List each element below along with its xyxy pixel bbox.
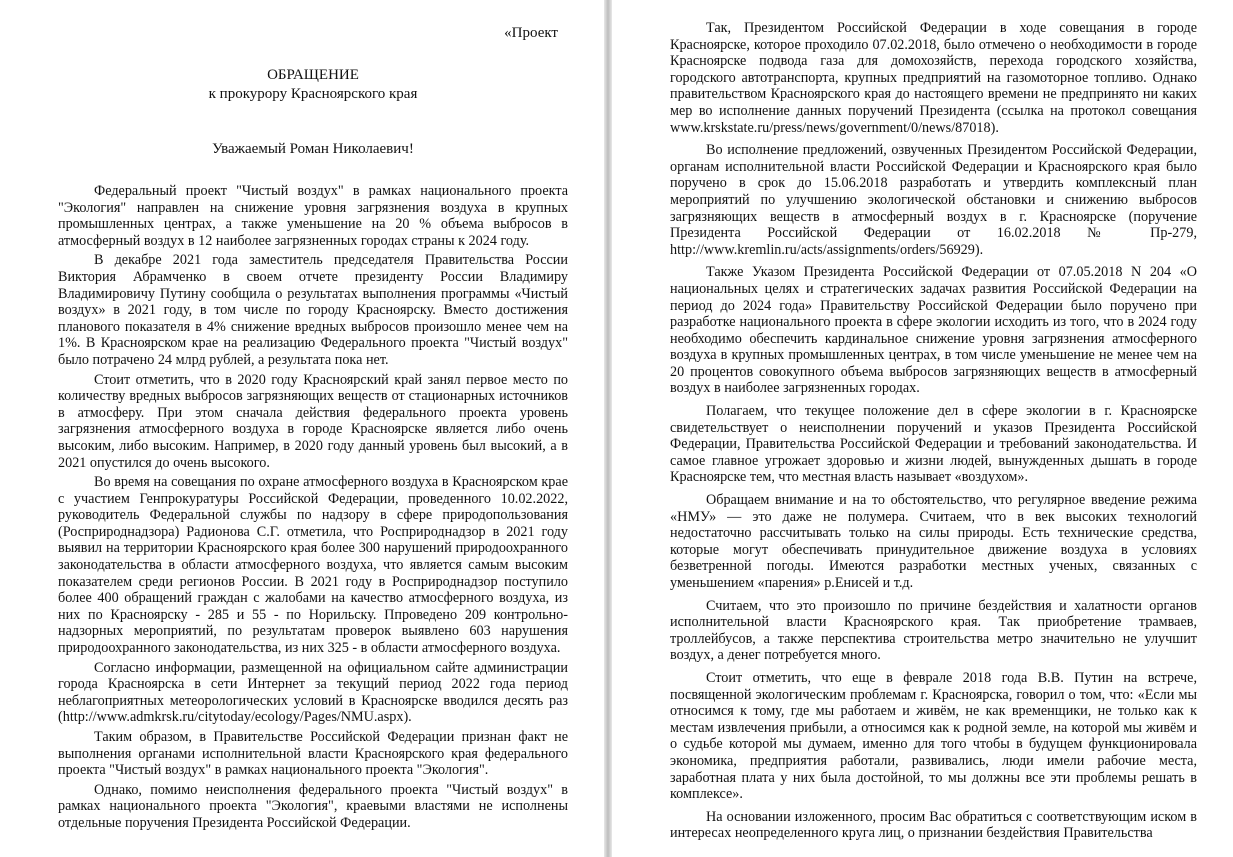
paragraph: Считаем, что это произошло по причине бездействия и халатности органов исполнительной власти Красноярского края. Так приобретение трамваев, троллейбусов, а также перспектива строительства метро значительно не улучшит воздух, а денег потребуется много.: [670, 597, 1197, 664]
paragraph: Полагаем, что текущее положение дел в сфере экологии в г. Красноярске свидетельствует о неисполнении поручений и указов Президента Российской Федерации, Правительства Российской Федерации и требований законодательства. И самое главное угрожает здоровью и жизни людей, вынужденных дышать в городе Красноярске тем, что местная власть называет «воздухом».: [670, 403, 1197, 486]
paragraph: На основании изложенного, просим Вас обратиться с соответствующим иском в интересах неопределенного круга лиц, о признании бездействия Правительства: [670, 808, 1197, 842]
draft-stamp: «Проект: [504, 25, 558, 41]
paragraph: Стоит отметить, что еще в феврале 2018 года В.В. Путин на встрече, посвященной экологическим проблемам г. Красноярска, говорил о том, что: «Если мы относимся к тому, где мы работаем и живём, не как временщики, не только как к местам извлечения прибыли, а относимся как к родной земле, на которой мы живём и о судьбе которой мы думаем, именно для того чтобы в будущем функционировала экономика, предприятия работали, развивались, люди имели рабочие места, заработная плата у них была достойной, то мы должны все эти проблемы решать в комплексе».: [670, 669, 1197, 803]
paragraph: В декабре 2021 года заместитель председателя Правительства России Виктория Абрамченко в своем отчете президенту России Владимиру Владимировичу Путину сообщила о результатах выполнения программы «Чистый воздух» в 2021 году, в том числе по городу Красноярску. Вместо достижения планового показателя в 4% снижение вредных выбросов произошло менее чем на 1%. В Красноярском крае на реализацию Федерального проекта "Чистый воздух" было потрачено 24 млрд рублей, а результата пока нет.: [58, 252, 568, 368]
document-addressee: к прокурору Красноярского края: [208, 86, 418, 102]
paragraph: Во время на совещания по охране атмосферного воздуха в Красноярском крае с участием Генпрокуратуры Российской Федерации, проведенного 10.02.2022, руководитель Федеральной службы по надзору в сфере природопользования (Росприроднадзора) Радионова С.Г. отметила, что Росприроднадзор в 2021 году выявил на территории Красноярского края более 300 нарушений природоохранного законодательства в области атмосферного воздуха, что является самым высоким показателем среди регионов России. В 2021 году в Росприроднадзор поступило более 400 обращений граждан с жалобами на качество атмосферного воздуха, из них по Красноярску - 285 и 55 - по Норильску. Ппроведено 209 контрольно-надзорных мероприятий, по результатам проверок выявлено 603 нарушения природоохранного законодательства, из них 325 - в области атмосферного воздуха.: [58, 474, 568, 657]
paragraph: Стоит отметить, что в 2020 году Красноярский край занял первое место по количеству вредных выбросов загрязняющих веществ от стационарных источников в атмосферу. При этом сначала действия федерального проекта уровень загрязнения атмосферного воздуха в городе Красноярске является либо очень высоким, либо высоким. Например, в 2020 году данный уровень был высокий, а в 2021 опустился до очень высокого.: [58, 371, 568, 471]
paragraph: Так, Президентом Российской Федерации в ходе совещания в городе Красноярске, которое проходило 07.02.2018, было отмечено о необходимости в городе Красноярске подвода газа для домохозяйств, перехода городского хозяйства, городского автотранспорта, крупных предприятий на газомоторное топливо. Однако правительством Красноярского края до настоящего времени не предпринято ни каких мер во исполнение данных поручений Президента (ссылка на протокол совещания www.krskstate.ru/press/news/government/0/news/87018).: [670, 20, 1197, 136]
greeting: Уважаемый Роман Николаевич!: [212, 141, 414, 157]
document-page-left: [0, 0, 604, 857]
paragraph: Согласно информации, размещенной на официальном сайте администрации города Красноярска в сети Интернет за текущий период 2022 года период неблагоприятных метеорологических условий в Красноярске вводился десять раз (http://www.admkrsk.ru/citytoday/ecology/Pages/NMU.aspx).: [58, 659, 568, 726]
paragraph: Однако, помимо неисполнения федерального проекта "Чистый воздух" в рамках национального проекта "Экология", краевыми властями не исполнены отдельные поручения Президента Российской Федерации.: [58, 781, 568, 831]
page-gutter: [604, 0, 612, 857]
paragraph: Обращаем внимание и на то обстоятельство, что регулярное введение режима «НМУ» — это даже не полумера. Считаем, что в век высоких технологий недостаточно рассчитывать только на силы природы. Есть технические средства, которые могут обеспечивать принудительное движение воздуха в условиях безветренной погоды. Имеются разработки местных ученых, связанных с уменьшением «парения» р.Енисей и т.д.: [670, 492, 1197, 591]
document-page-right: [612, 0, 1233, 857]
paragraph: Федеральный проект "Чистый воздух" в рамках национального проекта "Экология" направлен на снижение уровня загрязнения воздуха в крупных промышленных центрах, а также уменьшение на 20 % объема выбросов в атмосферный воздух в 12 наиболее загрязненных городах страны к 2024 году.: [58, 183, 568, 249]
document-title: ОБРАЩЕНИЕ: [267, 67, 359, 83]
paragraph: Таким образом, в Правительстве Российской Федерации признан факт не выполнения органами исполнительной власти Красноярского края федерального проекта "Чистый воздух" в рамках национального проекта "Экология".: [58, 729, 568, 779]
paragraph: Также Указом Президента Российской Федерации от 07.05.2018 N 204 «О национальных целях и стратегических задачах развития Российской Федерации на период до 2024 года» Правительству Российской Федерации было поручено при разработке национального проекта в сфере экологии исходить из того, что в 2024 году необходимо обеспечить кардинальное снижение уровня загрязнения атмосферного воздуха в крупных промышленных центрах, в том числе уменьшение не менее чем на 20 процентов совокупного объема выбросов загрязняющих веществ в атмосферный воздух в наиболее загрязненных городах.: [670, 264, 1197, 397]
paragraph: Во исполнение предложений, озвученных Президентом Российской Федерации, органам исполнительной власти Российской Федерации и Красноярского края было поручено в срок до 15.06.2018 разработать и утвердить комплексный план мероприятий по улучшению экологической обстановки и снижению выбросов загрязняющих веществ в атмосферный воздух в г. Красноярске (поручение Президента Российской Федерации от 16.02.2018 № Пр-279, http://www.kremlin.ru/acts/assignments/orders/56929).: [670, 142, 1197, 258]
